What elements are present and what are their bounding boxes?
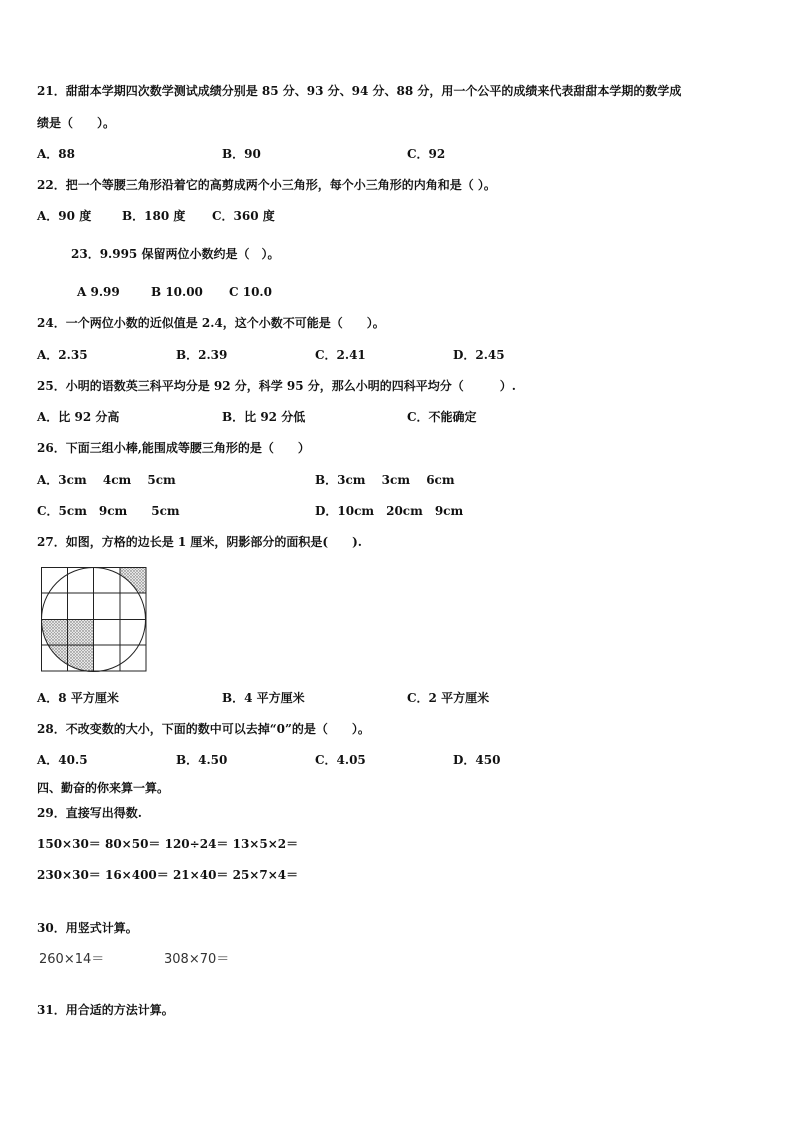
shaded-corner-region: [120, 568, 146, 594]
q24-option-c[interactable]: C．2.41: [315, 348, 366, 362]
q24-option-a[interactable]: A．2.35: [37, 348, 88, 362]
q31-stem: 31．用合适的方法计算。: [37, 1003, 174, 1017]
q23-option-a[interactable]: A 9.99: [77, 285, 120, 299]
q28-stem: 28．不改变数的大小，下面的数中可以去掉“0”的是（ ）。: [37, 722, 370, 736]
q28-option-c[interactable]: C．4.05: [315, 753, 366, 767]
q22-option-c[interactable]: C．360 度: [212, 209, 275, 223]
q25-option-c[interactable]: C．不能确定: [407, 410, 477, 424]
q21-option-c[interactable]: C．92: [407, 147, 446, 161]
q27-stem: 27．如图，方格的边长是 1 厘米，阴影部分的面积是( ).: [37, 535, 362, 549]
section-four-title: 四、勤奋的你来算一算。: [37, 781, 170, 795]
q25-option-a[interactable]: A．比 92 分高: [37, 410, 120, 424]
q27-option-a[interactable]: A．8 平方厘米: [37, 691, 119, 705]
q23-option-c[interactable]: C 10.0: [229, 285, 272, 299]
q24-option-b[interactable]: B．2.39: [176, 348, 228, 362]
q22-stem: 22．把一个等腰三角形沿着它的高剪成两个小三角形，每个小三角形的内角和是（ ）。: [37, 178, 496, 192]
q21-option-b[interactable]: B．90: [222, 147, 261, 161]
q24-option-d[interactable]: D．2.45: [453, 348, 505, 362]
q23-stem: 23．9.995 保留两位小数约是（ ）。: [71, 247, 280, 261]
q22-option-a[interactable]: A．90 度: [37, 209, 92, 223]
q23-option-b[interactable]: B 10.00: [151, 285, 203, 299]
q30-expression-1: 260×14＝: [39, 952, 105, 967]
q29-row-2: 230×30＝ 16×400＝ 21×40＝ 25×7×4＝: [37, 868, 299, 882]
q24-stem: 24．一个两位小数的近似值是 2.4，这个小数不可能是（ ）。: [37, 316, 385, 330]
q29-row-1: 150×30＝ 80×50＝ 120÷24＝ 13×5×2＝: [37, 837, 299, 851]
q30-expression-2: 308×70＝: [164, 952, 230, 967]
q26-option-d[interactable]: D．10cm 20cm 9cm: [315, 504, 464, 518]
q21-option-a[interactable]: A．88: [37, 147, 76, 161]
q28-option-d[interactable]: D．450: [453, 753, 501, 767]
q27-option-c[interactable]: C．2 平方厘米: [407, 691, 490, 705]
q28-option-a[interactable]: A．40.5: [37, 753, 88, 767]
grid-circle-figure: [40, 567, 148, 672]
q26-option-c[interactable]: C．5cm 9cm 5cm: [37, 504, 180, 518]
q28-option-b[interactable]: B．4.50: [176, 753, 228, 767]
q21-stem-line2: 绩是（ ）。: [37, 116, 116, 130]
q26-option-a[interactable]: A．3cm 4cm 5cm: [37, 473, 176, 487]
q27-option-b[interactable]: B．4 平方厘米: [222, 691, 305, 705]
q30-stem: 30．用竖式计算。: [37, 921, 138, 935]
q25-stem: 25．小明的语数英三科平均分是 92 分，科学 95 分，那么小明的四科平均分（ ）.: [37, 379, 516, 393]
q26-option-b[interactable]: B．3cm 3cm 6cm: [315, 473, 455, 487]
q29-stem: 29．直接写出得数.: [37, 806, 142, 820]
q26-stem: 26．下面三组小棒,能围成等腰三角形的是（ ）: [37, 441, 310, 455]
q21-stem-line1: 21．甜甜本学期四次数学测试成绩分别是 85 分、93 分、94 分、88 分，用一个公平的成绩来代表甜甜本学期的数学成: [37, 84, 682, 98]
q22-option-b[interactable]: B．180 度: [122, 209, 186, 223]
q25-option-b[interactable]: B．比 92 分低: [222, 410, 306, 424]
